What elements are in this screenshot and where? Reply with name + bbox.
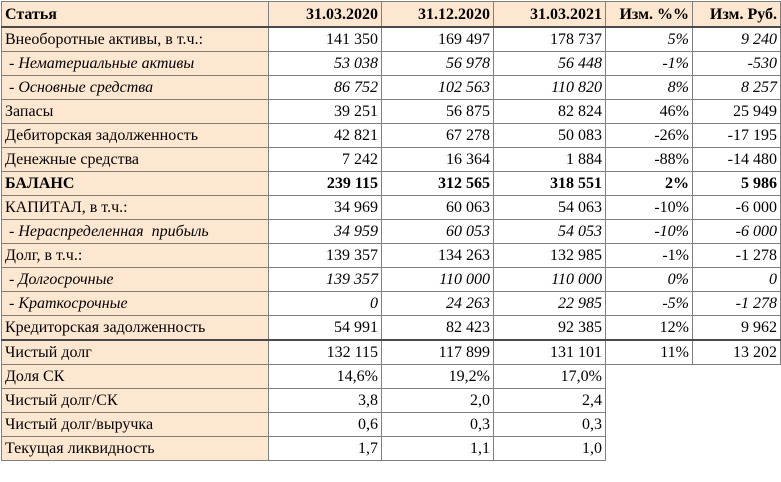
row-value: 5% (606, 27, 693, 52)
row-value: -17 195 (693, 124, 781, 148)
row-value: 8 257 (693, 76, 781, 100)
header-date-2: 31.12.2020 (382, 2, 494, 28)
row-value: 54 063 (494, 196, 606, 220)
row-value: 169 497 (382, 27, 494, 52)
row-value: 82 423 (382, 316, 494, 341)
table-row (2, 340, 781, 365)
table-row (2, 124, 781, 148)
row-value: -6 000 (693, 196, 781, 220)
row-value: 82 824 (494, 100, 606, 124)
table-row (2, 389, 781, 413)
row-value: 3,8 (269, 389, 382, 413)
row-label: Кредиторская задолженность (2, 316, 269, 341)
table-header-row (2, 2, 781, 28)
row-label: Доля СК (2, 365, 269, 389)
row-value: 0% (606, 268, 693, 292)
row-value: 24 263 (382, 292, 494, 316)
row-value: 56 978 (382, 52, 494, 76)
row-label: - Нематериальные активы (2, 52, 269, 76)
row-value: 12% (606, 316, 693, 341)
row-value: 0 (269, 292, 382, 316)
row-value: 1,7 (269, 437, 382, 461)
table-row (2, 76, 781, 100)
row-value: 9 240 (693, 27, 781, 52)
row-value: 19,2% (382, 365, 494, 389)
table-row (2, 292, 781, 316)
row-value: 34 959 (269, 220, 382, 244)
row-value: 178 737 (494, 27, 606, 52)
row-label: Чистый долг/СК (2, 389, 269, 413)
empty-cell (693, 413, 781, 437)
row-value: 239 115 (269, 172, 382, 196)
row-value: -10% (606, 196, 693, 220)
row-label: КАПИТАЛ, в т.ч.: (2, 196, 269, 220)
row-value: 312 565 (382, 172, 494, 196)
empty-cell (606, 413, 693, 437)
header-change-pct: Изм. %% (606, 2, 693, 28)
row-label: Текущая ликвидность (2, 437, 269, 461)
row-value: 56 448 (494, 52, 606, 76)
row-label: - Основные средства (2, 76, 269, 100)
row-value: 141 350 (269, 27, 382, 52)
table-row (2, 437, 781, 461)
header-change-rub: Изм. Руб. (693, 2, 781, 28)
row-value: 14,6% (269, 365, 382, 389)
row-label: БАЛАНС (2, 172, 269, 196)
row-value: 0,3 (382, 413, 494, 437)
table-row (2, 413, 781, 437)
row-value: -1 278 (693, 244, 781, 268)
table-row (2, 220, 781, 244)
row-value: -14 480 (693, 148, 781, 172)
row-value: 8% (606, 76, 693, 100)
row-value: 53 038 (269, 52, 382, 76)
row-value: 110 820 (494, 76, 606, 100)
empty-cell (606, 437, 693, 461)
empty-cell (606, 389, 693, 413)
row-value: 25 949 (693, 100, 781, 124)
row-value: 34 969 (269, 196, 382, 220)
row-label: Внеоборотные активы, в т.ч.: (2, 27, 269, 52)
row-value: 7 242 (269, 148, 382, 172)
table-row (2, 196, 781, 220)
row-value: 110 000 (494, 268, 606, 292)
row-value: 132 115 (269, 340, 382, 365)
row-label: - Нераспределенная прибыль (2, 220, 269, 244)
row-value: 117 899 (382, 340, 494, 365)
table-row (2, 148, 781, 172)
row-value: 318 551 (494, 172, 606, 196)
table-row (2, 244, 781, 268)
row-value: -1% (606, 244, 693, 268)
row-value: 60 063 (382, 196, 494, 220)
row-value: -26% (606, 124, 693, 148)
row-value: 110 000 (382, 268, 494, 292)
row-value: 13 202 (693, 340, 781, 365)
row-value: 139 357 (269, 268, 382, 292)
empty-cell (693, 365, 781, 389)
row-label: Долг, в т.ч.: (2, 244, 269, 268)
row-value: -6 000 (693, 220, 781, 244)
table-row (2, 52, 781, 76)
row-label: - Долгосрочные (2, 268, 269, 292)
row-value: 0 (693, 268, 781, 292)
row-value: 22 985 (494, 292, 606, 316)
table-row (2, 100, 781, 124)
row-value: 86 752 (269, 76, 382, 100)
row-value: 0,3 (494, 413, 606, 437)
row-value: 42 821 (269, 124, 382, 148)
row-label: Дебиторская задолженность (2, 124, 269, 148)
balance-table (1, 1, 781, 461)
row-value: 131 101 (494, 340, 606, 365)
row-value: 132 985 (494, 244, 606, 268)
table-row (2, 316, 781, 341)
row-value: 17,0% (494, 365, 606, 389)
row-value: -1 278 (693, 292, 781, 316)
table-row (2, 172, 781, 196)
row-value: 56 875 (382, 100, 494, 124)
empty-cell (693, 389, 781, 413)
row-value: 9 962 (693, 316, 781, 341)
row-label: - Краткосрочные (2, 292, 269, 316)
row-value: 2,0 (382, 389, 494, 413)
row-value: -88% (606, 148, 693, 172)
row-label: Запасы (2, 100, 269, 124)
row-value: 16 364 (382, 148, 494, 172)
row-value: 39 251 (269, 100, 382, 124)
row-value: 5 986 (693, 172, 781, 196)
table-row (2, 365, 781, 389)
row-value: 134 263 (382, 244, 494, 268)
row-value: -5% (606, 292, 693, 316)
row-value: -10% (606, 220, 693, 244)
row-value: 2% (606, 172, 693, 196)
header-date-1: 31.03.2020 (269, 2, 382, 28)
table-row (2, 268, 781, 292)
row-value: 0,6 (269, 413, 382, 437)
row-value: -530 (693, 52, 781, 76)
row-value: 102 563 (382, 76, 494, 100)
row-label: Денежные средства (2, 148, 269, 172)
row-value: 2,4 (494, 389, 606, 413)
row-value: 54 053 (494, 220, 606, 244)
row-value: 60 053 (382, 220, 494, 244)
row-value: -1% (606, 52, 693, 76)
row-value: 54 991 (269, 316, 382, 341)
row-value: 11% (606, 340, 693, 365)
row-value: 67 278 (382, 124, 494, 148)
row-value: 50 083 (494, 124, 606, 148)
header-date-3: 31.03.2021 (494, 2, 606, 28)
row-value: 46% (606, 100, 693, 124)
empty-cell (606, 365, 693, 389)
row-value: 1,0 (494, 437, 606, 461)
table-row (2, 27, 781, 52)
row-value: 139 357 (269, 244, 382, 268)
row-value: 92 385 (494, 316, 606, 341)
header-article: Статья (2, 2, 269, 28)
empty-cell (693, 437, 781, 461)
row-label: Чистый долг/выручка (2, 413, 269, 437)
row-label: Чистый долг (2, 340, 269, 365)
row-value: 1 884 (494, 148, 606, 172)
row-value: 1,1 (382, 437, 494, 461)
